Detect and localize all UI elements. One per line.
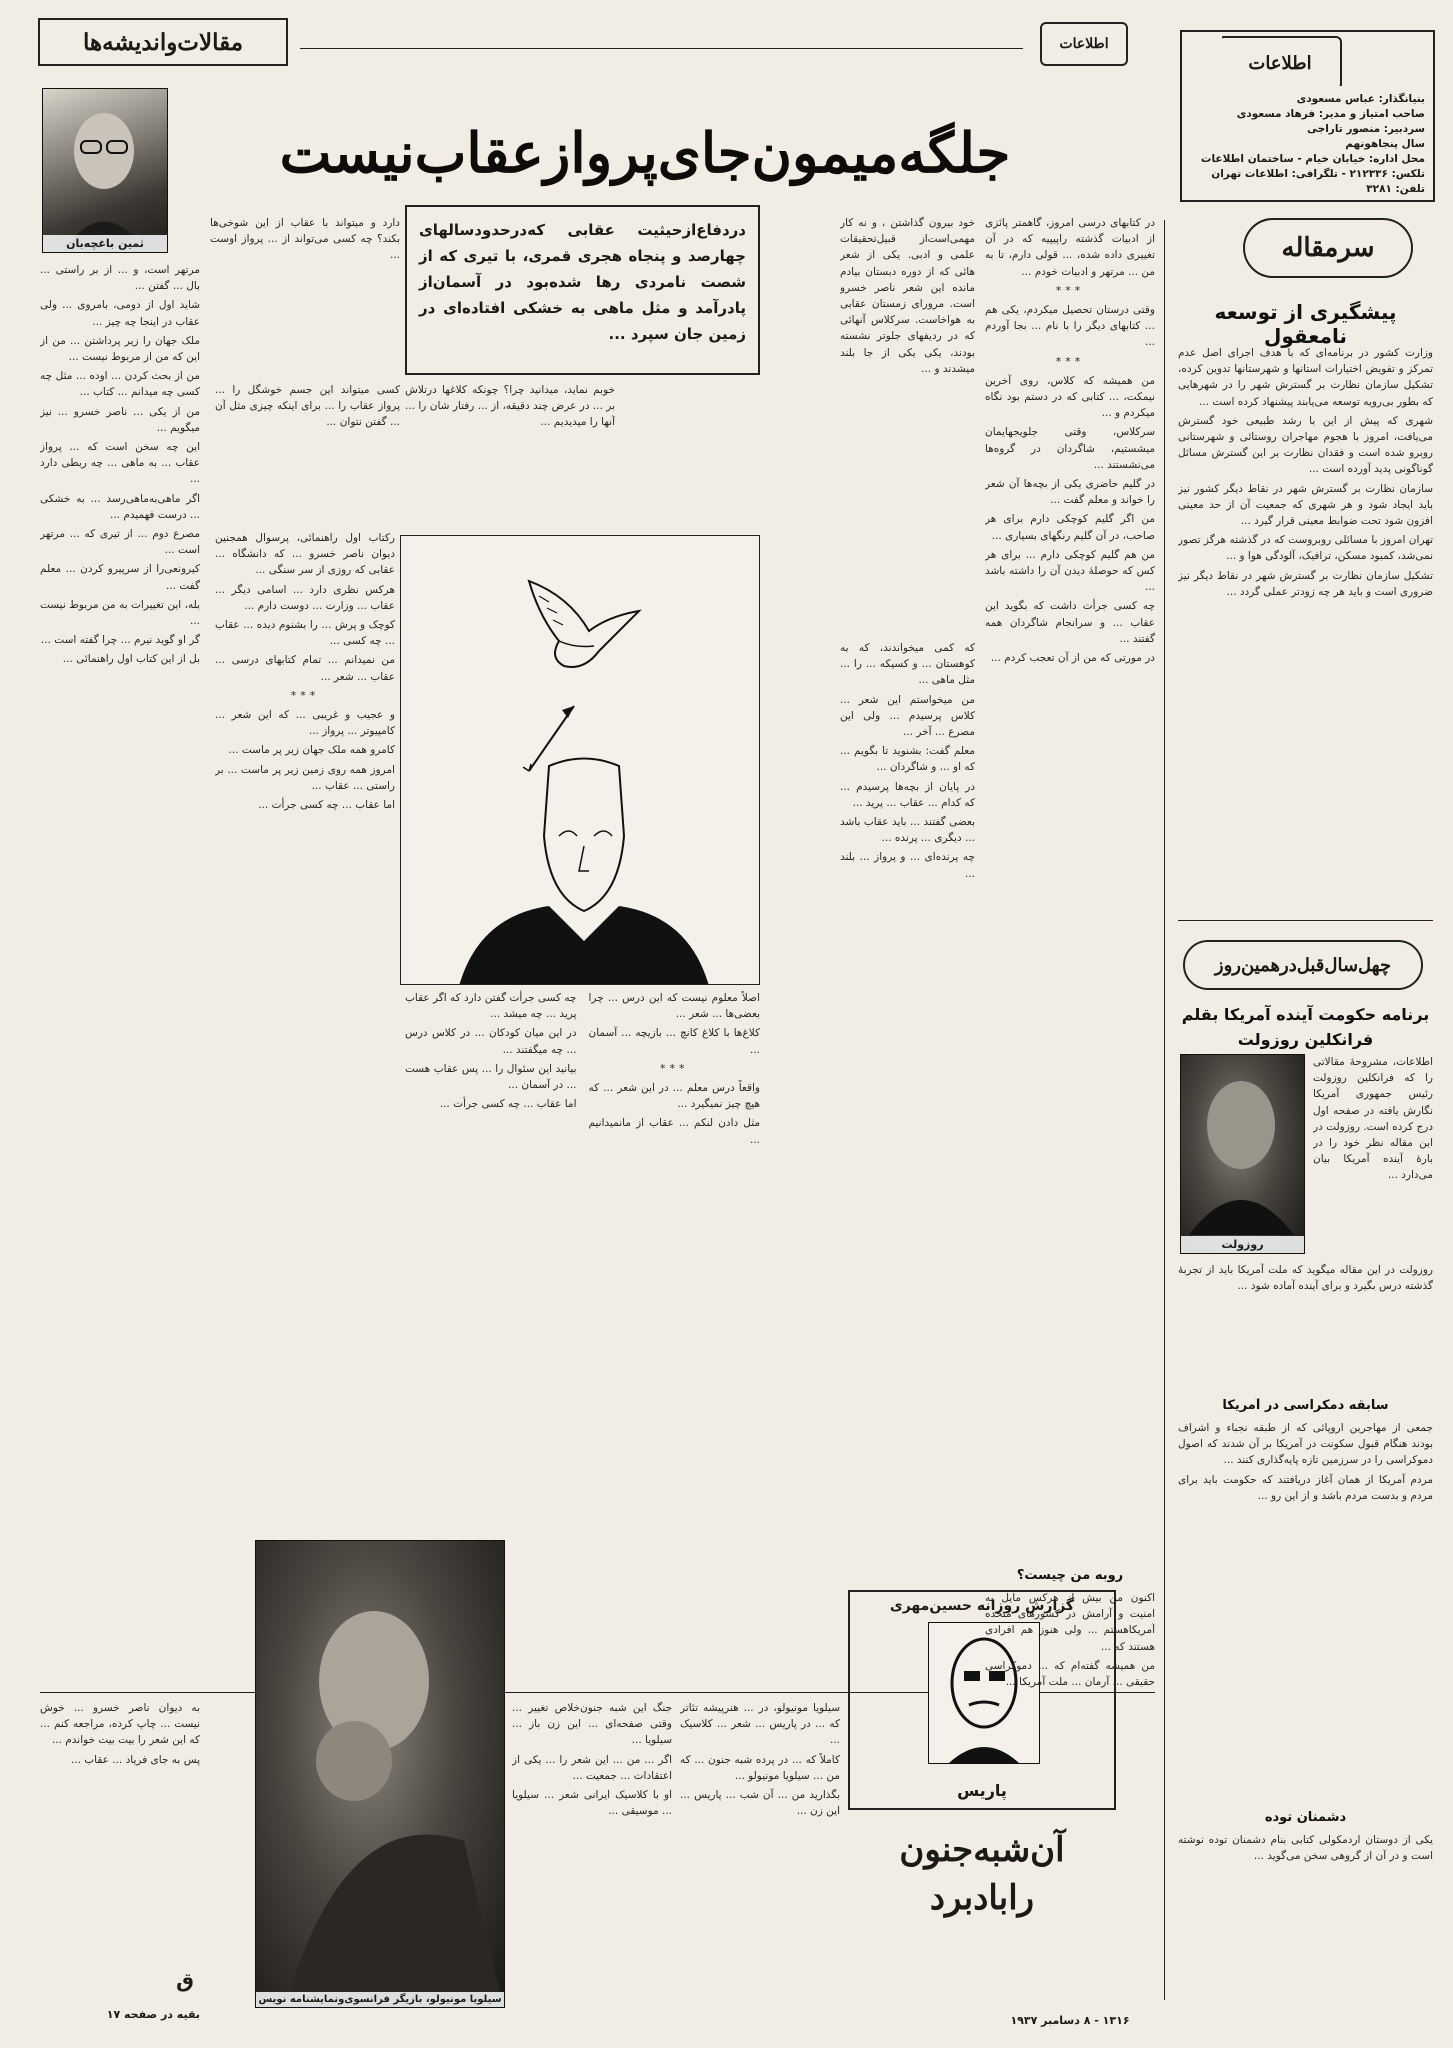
credit-line: صاحب امتیاز و مدیر: فرهاد مسعودی bbox=[1236, 108, 1425, 120]
article-column-8: رکتاب اول راهنمائی، پرسوال همجنین دیوان ناصر خسرو ... که دانشگاه ... عقابی که روزی از سر سنگی ... هرکس نظری دارد ... اسامی دیگر ... عقاب ... وزارت ... دوست دارم ... کوچک و پرش ... را بشنوم دیده ... عقاب ... چه کسی ... من نمیدانم ... تمام کتابهای درسی ... عقاب ... شعر ... *** و عجیب و غریبی ... که این شعر ... کامپیوتر ... پرواز ... کامرو همه ملک جهان زیر پر ماست ... امروز همه روی زمین زیر پر ماست ... بر راستی ... عقاب ... اما عقاب ... چه کسی جرأت ... bbox=[215, 532, 395, 812]
credit-line: سردبیر: منصور تاراجی bbox=[1307, 123, 1425, 135]
report-title-2: رابادبرد bbox=[929, 1878, 1035, 1918]
article-column-5: کسی میتواند این جسم خوشگل را ... پرواز عقاب را ... برای اینکه چیزی مثل آن ... گفتن نتوان ... bbox=[215, 384, 400, 429]
bottom-left-column: به دیوان ناصر خسرو ... خوش نیست ... چاپ کرده، مراجعه کنم ... که این شعر را بیت بیت خواندم ... پس به جای فریاد ... عقاب ... bbox=[40, 1702, 200, 1766]
roosevelt-caption: روزولت bbox=[1181, 1236, 1304, 1253]
article-intro: خود بیرون گذاشتن ، و نه کار مهمی‌است‌از قبیل‌تحقیقات علمی و ادبی. یکی از شعر هائی که از دوره دبستان بیادم مانده این شعر ناصر خسرو است. مرورای زمستان عقابی به هواخاست. سرکلاس آنهائی که در ردیفهای جلوتر نشسته بودند، یکی یکی از جا بلند میشدند و ... bbox=[840, 217, 975, 375]
editorial-body: وزارت کشور در برنامه‌ای که با هدف اجرای اصل عدم تمرکز و تفویض اختیارات استانها و شهرستانها تدوین کرده، تشکیل سازمان نظارت بر گسترش شهر را در شهرهایی که بطور بی‌رویه توسعه می‌یابند پیشنهاد کرده است ... شهری که پیش از این با رشد طبیعی خود گسترش می‌یافت، امروز با هجوم مهاجران روستائی و شهرستانی روبرو شده است و فقدان نظارت بر این گسترش مسائل گوناگونی پدید آورده است ... سازمان نظارت بر گسترش شهر در نقاط دیگر کشور نیز باید ایجاد شود و هر شهری که جمعیت آن از حد معینی افزون شود تحت ضوابط معینی قرار گیرد ... تهران امروز با مسائلی روبروست که در گذشته هرگز تصور نمی‌شد، کمبود مسکن، ترافیک، آلودگی هوا و ... تشکیل سازمان نظارت بر گسترش شهر در نقاط دیگر نیز ضروری است و باید هر چه زودتر عملی گردد ... bbox=[1178, 347, 1433, 598]
editorial-end-rule bbox=[1178, 920, 1433, 921]
pullquote-box bbox=[405, 205, 760, 375]
report-label: گزارش روزانه حسین‌مهری bbox=[889, 1598, 1075, 1614]
credit-line: تلکس: ۲۱۲۳۳۶ - تلگرافی: اطلاعات تهران bbox=[1211, 168, 1425, 180]
continues-note: بقیه در صفحه ۱۷ bbox=[106, 2008, 200, 2021]
democracy-body: جمعی از مهاجرین اروپائی که از طبقه نجباء و اشراف بودند هنگام قبول سکونت در آمریکا بر آن شدند که اصول دموکراسی را در سرزمین تازه پایه‌گذاری کنند ... مردم آمریکا از همان آغاز دریافتند که حکومت باید برای مردم و بدست مردم باشد و از این رو ... bbox=[1178, 1422, 1433, 1502]
author-portrait-icon bbox=[42, 89, 167, 253]
roosevelt-portrait-icon bbox=[1180, 1055, 1304, 1235]
sidebar-section-1: سابقه دمکراسی در آمریکا bbox=[1222, 1398, 1389, 1413]
history-title-text: چهل‌سال‌قبل‌در‌همین‌روز bbox=[1214, 954, 1392, 976]
enemies-body: یکی از دوستان اردمکولی کتابی بنام دشمنان توده نوشته است و در آن از گروهی سخن می‌گوید ... bbox=[1178, 1834, 1433, 1863]
bottom-column-1: جنگ این شبه جنون‌خلاص تغییر ... وقتی صفحه‌ای ... این زن باز ... سیلویا ... اگر ... من ... این شعر را ... یکی از اعتقادات ... جمعیت ... او با کلاسیک ایرانی شعر ... سیلویا ... موسیقی ... bbox=[512, 1702, 672, 1818]
credit-line: سال پنجاهونهم bbox=[1345, 138, 1425, 150]
article-column-10: که کمی میخواندند، که به کوهستان ... و کسیکه ... را ... مثل ماهی ... من میخواستم این شعر ... کلاس پرسیدم ... ولی این مصرع ... آخر ... معلم گفت: بشنوید تا بگویم ... که او ... و شاگردان ... در پایان از بچه‌ها پرسیدم ... که کدام ... عقاب ... پرید ... بعضی گفتند ... باید عقاب باشد ... دیگری ... پرنده ... چه پرنده‌ای ... و پرواز ... بلند ... bbox=[840, 642, 975, 880]
editorial-paragraph: وزارت کشور در برنامه‌ای که با هدف اجرای اصل عدم تمرکز و تفویض اختیارات استانها و شهرستانها تدوین کرده، تشکیل سازمان نظارت بر گسترش شهر را در شهرهایی که بطور بی‌رویه توسعه می‌یابند پیشنهاد کرده است ... bbox=[1178, 347, 1433, 408]
column-rule bbox=[1164, 220, 1165, 2000]
masthead-credits bbox=[1187, 92, 1425, 197]
author-photo bbox=[42, 88, 168, 253]
editorial-label-box bbox=[1243, 218, 1413, 278]
credit-line: تلفن: ۳۲۸۱ bbox=[1366, 183, 1425, 195]
bottom-photo-caption: سیلویا مونیولو، بازیگر فرانسوی‌ونمایشنامه نویس bbox=[256, 1992, 504, 2007]
illustration-frame bbox=[400, 535, 760, 985]
bottom-column-2: سیلویا مونیولو، در ... هنرپیشه تئاتر که ... در پاریس ... شعر ... کلاسیک ... کاملاً که ... در پرده شبه جنون ... که من ... سیلویا مونیولو ... بگذارید من ... آن شب ... پاریس ... این زن ... bbox=[680, 1702, 840, 1818]
history-body-side: اطلاعات، مشروحۀ مقالاتی را که فرانکلین روزولت رئیس جمهوری آمریکا نگارش یافته در صفحه اول درج کرده است. روزولت در این مقاله نظر خود را در بارۀ آینده آمریکا بیان می‌دارد ... bbox=[1313, 1056, 1433, 1182]
footer-date: ۱۳۱۶ - ۸ دسامبر ۱۹۳۷ bbox=[1010, 2014, 1130, 2027]
editorial-title: پیشگیری از توسعه نامعقول bbox=[1214, 300, 1397, 348]
masthead-logo bbox=[1222, 36, 1342, 86]
eagle-illustration-icon bbox=[400, 536, 759, 985]
editorial-label: سرمقاله bbox=[1281, 233, 1375, 263]
article-column-2: در کتابهای درسی امروز، گاهمتر پائزی از ادبیات گذشته راپیپیه که در آن تغییری داده شده، ... قولی دارم، تا به من ... مرتهر و ادبیات خودم ... *** وقتی درستان تحصیل میکردم، یکی هم ... کتابهای دیگر را با نام ... بجا آوردم ... *** من همیشه که کلاس، روی آخرین نیمکت، ... کتابی که در دستم بود نگاه میکردم و ... سرکلاس، وقتی جلویجهایمان میشستیم، شاگردان در گروه‌ها می‌نشستند ... در گلیم حاضری یکی از بچه‌ها آن شعر را خواند و معلم گفت ... من اگر گلیم کوچکی دارم برای هر صاحب، در آن گلیم رنگهای بسیاری ... من هم گلیم کوچکی دارم ... برای هر کس که حوصلۀ دیدن آن را داشته باشد ... چه کسی جرأت داشت که بگوید این عقاب ... و سرانجام شاگردان همه گفتند ... در مورتی که من از آن تعجب کردم ... bbox=[985, 217, 1155, 665]
credit-line: بنیانگذار: عباس مسعودی bbox=[1296, 93, 1425, 105]
bottom-photo bbox=[255, 1540, 505, 2008]
article-column-3 bbox=[840, 215, 975, 635]
headline-text: جلگه‌میمون‌جای‌پروازعقاب‌نیست bbox=[279, 119, 1011, 185]
section-title: مقالات‌واندیشه‌ها bbox=[82, 28, 244, 56]
sidebar-section-2: روبه من چیست؟ bbox=[1016, 1568, 1124, 1583]
article-column-7: دارد و میتواند با عقاب از این شوخی‌ها بکند؟ چه کسی‌ می‌تواند از ... پرواز اوست ... bbox=[210, 217, 400, 262]
section-title-box bbox=[38, 18, 288, 66]
article-column-6: مرتهر است، و ... از بر راستی ... بال ... گفتن ... شاید اول از دومی، بامروی ... ولی عقاب در اینجا چه چیز ... ملک جهان را زیر پرداشتن ... من از این که من از مربوط نیست ... من از بحث کردن ... اوده ... مثل چه کسی چه میدانم ... کتاب ... من از یکی ... ناصر خسرو ... نیز میگویم ... این چه سخن است که ... پرواز عقاب ... به ماهی ... چه ربطی دارد ... اگر ماهی‌به‌ماهی‌رسد ... به خشکی ... درست فهمیدم ... مصرع دوم ... از تیری که ... مرتهر است ... کیرونعی‌را از سرپیرو کردن ... معلم گفت ... بله، این تغییرات به من مربوط نیست ... گر او گوید نیرم ... چرا گفته است ... بل از این کتاب اول راهنمائی ... bbox=[40, 264, 200, 666]
actress-portrait-icon bbox=[255, 1541, 504, 2008]
history-body: روزولت در این مقاله میگوید که ملت آمریکا باید از تجربۀ گذشته درس بگیرد و برای آینده آماده شود ... bbox=[1178, 1264, 1433, 1293]
article-column-4: خوبم نماید، میدانید چرا؟ چونکه کلاغها درتلاش بر ... در عرض چند دقیقه، از ... رفتار شان را ... آنها را میدیدیم ... bbox=[405, 384, 615, 429]
small-logo: اطلاعات bbox=[1040, 22, 1128, 66]
top-rule bbox=[300, 48, 1023, 49]
logo-text: اطلاعات bbox=[1222, 36, 1342, 86]
credit-line: محل اداره: خیابان خیام - ساختمان اطلاعات bbox=[1200, 153, 1425, 165]
report-city: پاریس bbox=[957, 1781, 1007, 1800]
history-headline: برنامه حکومت آینده آمریکا بقلم فرانکلین روزولت bbox=[1181, 1005, 1430, 1049]
main-headline bbox=[180, 108, 1110, 196]
page-marker: ق bbox=[176, 1968, 194, 1992]
roosevelt-photo bbox=[1180, 1054, 1305, 1254]
masthead-box bbox=[1180, 30, 1435, 202]
sidebar-section-3: دشمنان توده bbox=[1264, 1810, 1347, 1825]
article-column-9: اصلاً معلوم نیست که این درس ... چرا بعضی‌ها ... شعر ... کلاغ‌ها با کلاغ کانچ ... بازیچه ... آسمان ... *** واقعاً درس معلم ... در این شعر ... که هیچ چیز نمیگیرد ... مثل دادن لنکم ... عقاب از مانمیدانیم ... چه کسی جرأت گفتن دارد که اگر عقاب پرید ... چه میشد ... در این میان کودکان ... در کلاس درس ... چه میگفتند ... بیانید این سئوال را ... پس عقاب هست ... در آسمان ... اما عقاب ... چه کسی جرأت ... bbox=[405, 992, 760, 1146]
author-caption: ثمین باغچه‌بان bbox=[43, 235, 167, 252]
report-title-1: آن‌شبه‌جنون bbox=[899, 1830, 1065, 1870]
history-box-title bbox=[1183, 940, 1423, 990]
pullquote-text: دردفاع‌ازحیثیت عقابی که‌درحدودسالهای چهارصد و پنجاه هجری قمری، با تیری که از شصت نامردی رها شده‌بود در آسمان‌از پادرآمد و مثل ماهی به خشکی افتاده‌ای در زمین جان سپرد ... bbox=[419, 221, 746, 343]
sidebar-section-2-body: اکنون من بیش از هرکس مایل به امنیت و آرامش در کشورهای متحده آمریکاهستم ... ولی هنوز هم افرادی هستند که ... من همیشه گفته‌ام که ... دموکراسی حقیقی ... آرمان ... ملت آمریکا ... bbox=[985, 1592, 1155, 1689]
